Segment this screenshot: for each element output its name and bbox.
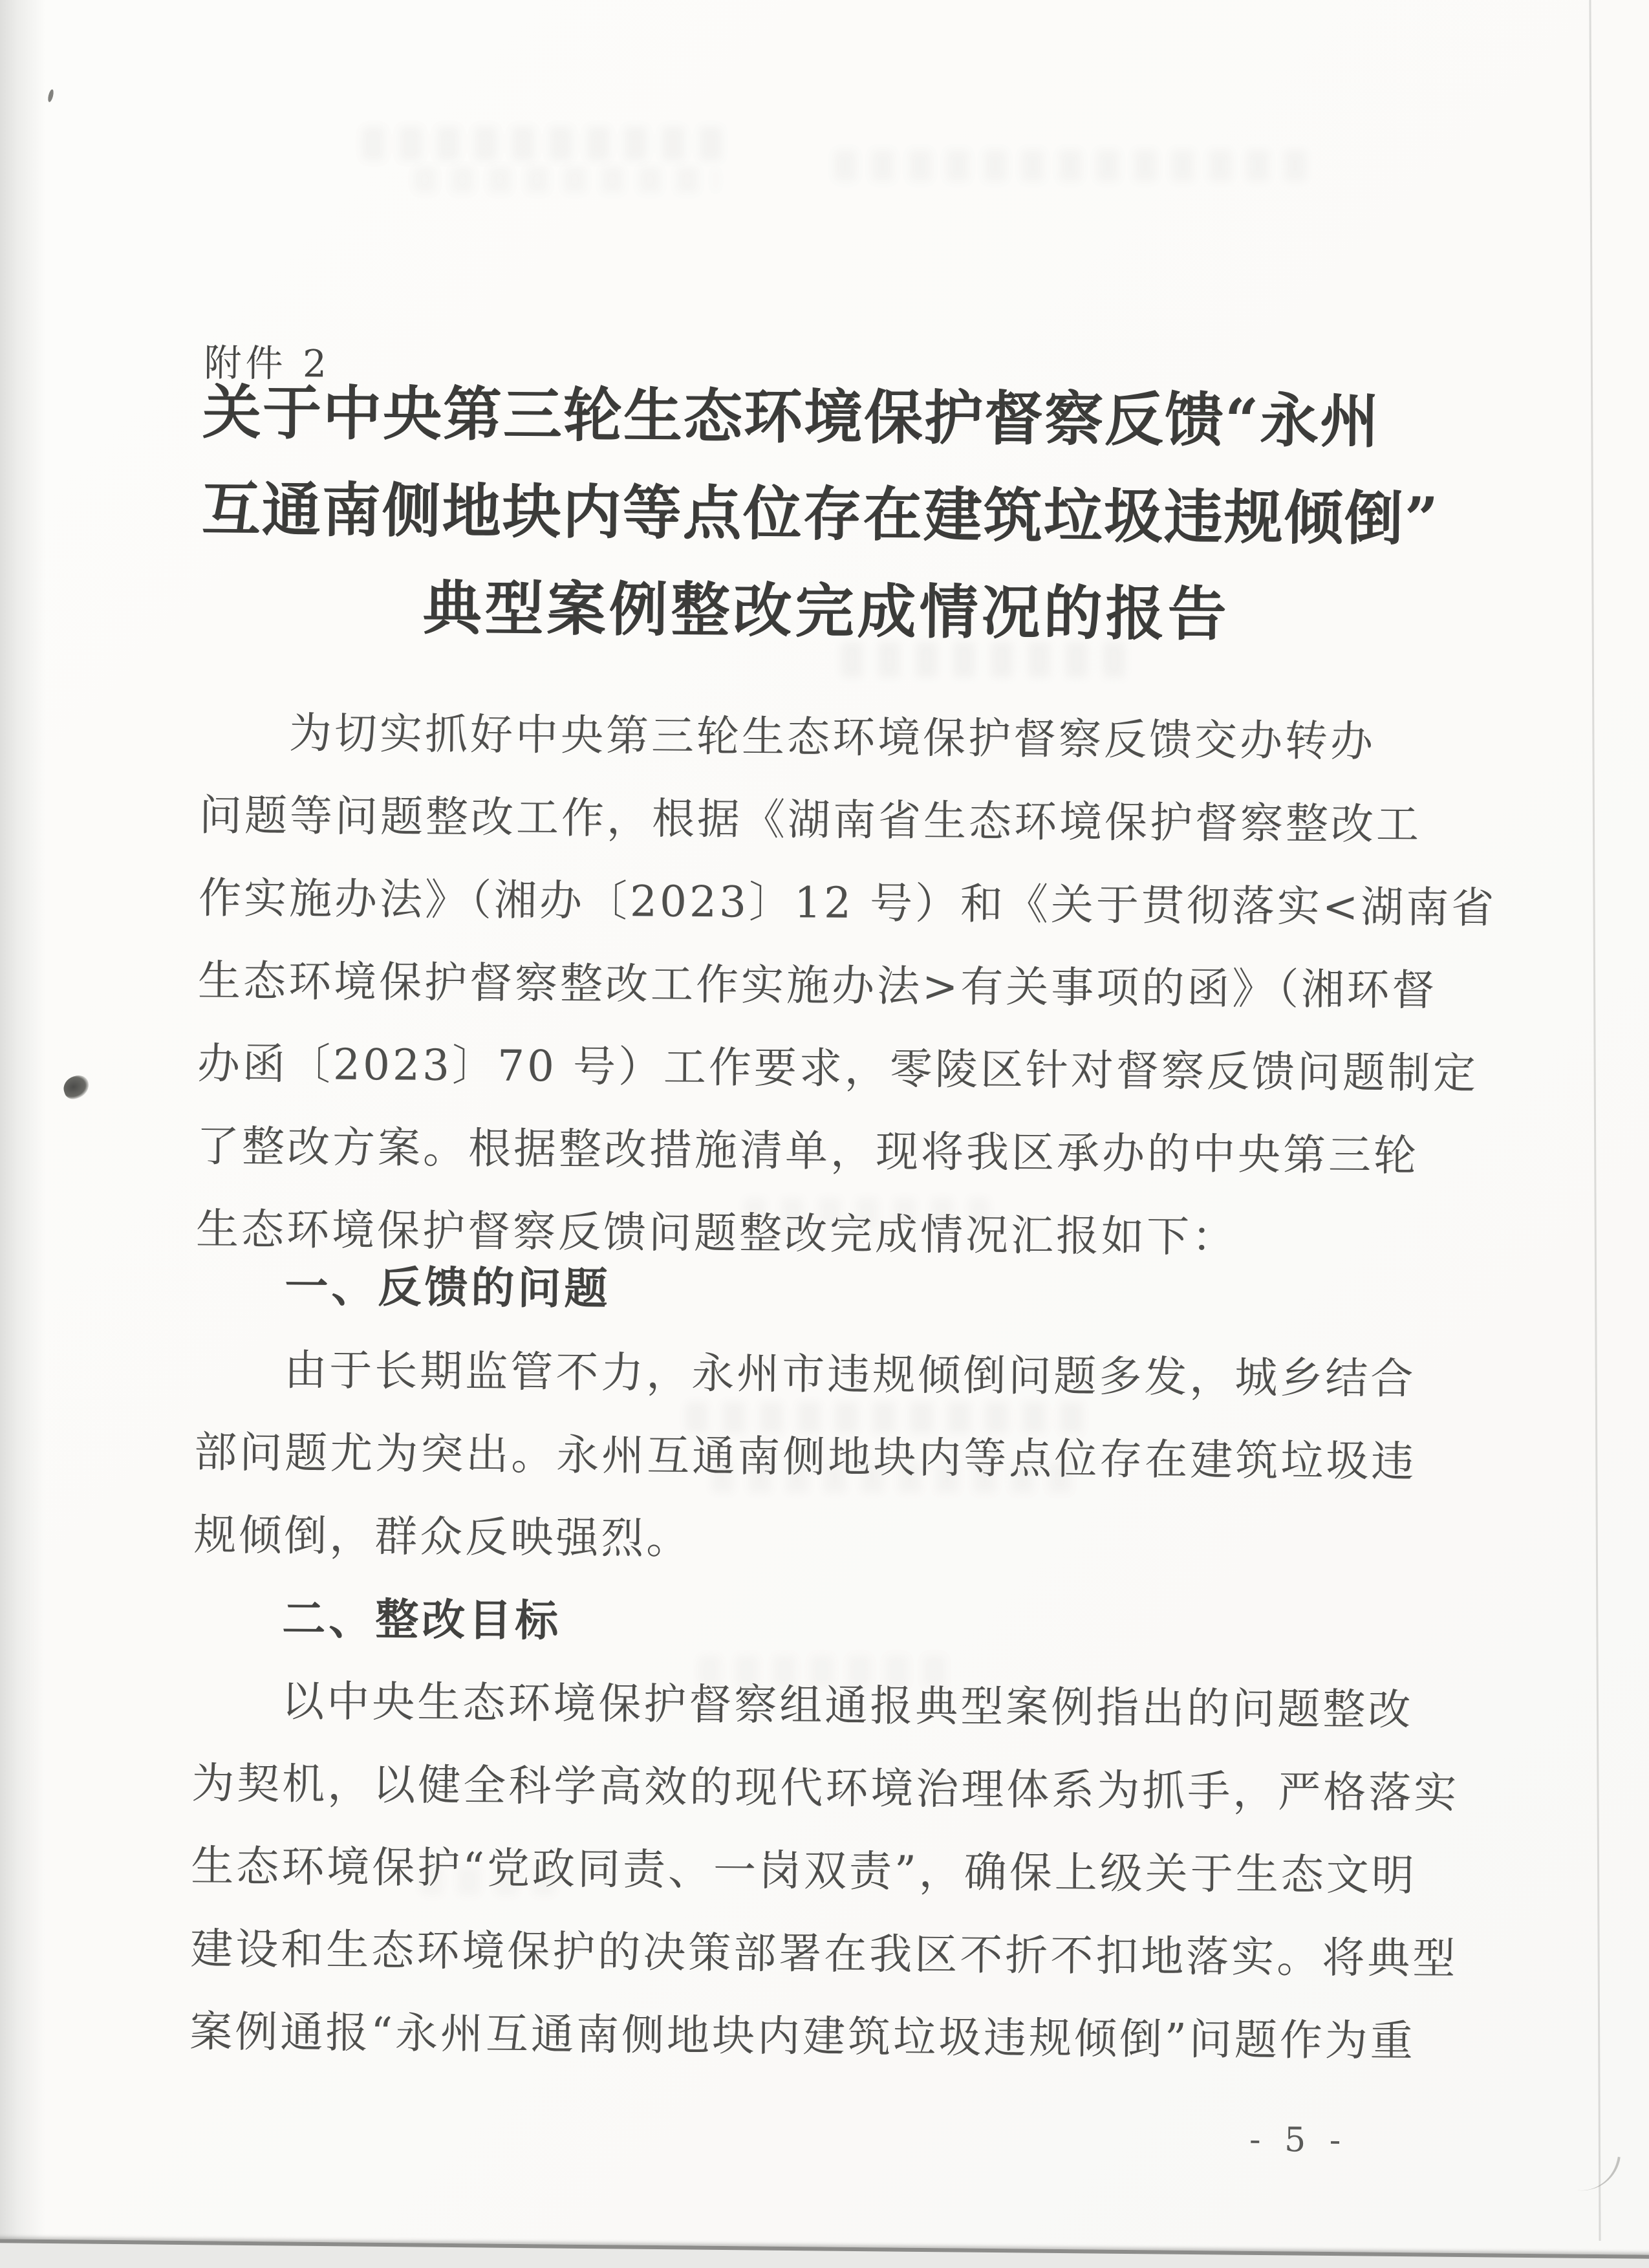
body-line: 生态环境保护督察反馈问题整改完成情况汇报如下： <box>195 1204 1238 1262</box>
body-line: 建设和生态环境保护的决策部署在我区不折不扣地落实。将典型 <box>190 1923 1458 1984</box>
paper-crease-line <box>1589 0 1600 2241</box>
body-line: 为契机，以健全科学高效的现代环境治理体系为抓手，严格落实 <box>191 1758 1460 1819</box>
section-1-heading-block <box>195 1244 1447 1337</box>
body-line: 作实施办法》（湘办〔2023〕12 号）和《关于贯彻落实<湖南省 <box>198 872 1497 933</box>
body-line: 以中央生态环境保护督察组通报典型案例指出的问题整改 <box>281 1676 1414 1735</box>
attachment-label: 附件 2 <box>204 340 331 386</box>
title-line: 关于中央第三轮生态环境保护督察反馈“永州 <box>202 378 1381 457</box>
body-line: 问题等问题整改工作，根据《湖南省生态环境保护督察整改工 <box>199 790 1422 850</box>
section-1-paragraph <box>193 1328 1446 1586</box>
body-line: 规倾倒，群众反映强烈。 <box>193 1509 692 1564</box>
intro-paragraph <box>195 691 1497 1280</box>
page-number: - 5 - <box>1249 2120 1348 2160</box>
body-line: 生态环境保护“党政同责、一岗双责”，确保上级关于生态文明 <box>191 1841 1417 1901</box>
body-line: 办函〔2023〕70 号）工作要求，零陵区针对督察反馈问题制定 <box>197 1038 1479 1099</box>
body-line: 为切实抓好中央第三轮生态环境保护督察反馈交办转办 <box>288 708 1376 767</box>
section-2-heading-block <box>193 1577 1444 1669</box>
body-line: 生态环境保护督察整改工作实施办法>有关事项的函》（湘环督 <box>197 955 1438 1016</box>
document-content <box>188 0 1497 2268</box>
paper-corner-curl <box>1568 2150 1621 2196</box>
title-line: 互通南侧地块内等点位存在建筑垃圾违规倾倒” <box>201 475 1440 554</box>
title-line: 典型案例整改完成情况的报告 <box>422 574 1231 649</box>
section-heading: 一、反馈的问题 <box>285 1261 611 1314</box>
section-2-paragraph <box>189 1659 1460 2083</box>
ink-speck <box>47 89 55 102</box>
scanner-left-edge-shadow <box>0 0 45 2268</box>
section-heading: 二、整改目标 <box>282 1593 562 1647</box>
document-title <box>200 364 1453 665</box>
body-line: 案例通报“永州互通南侧地块内建筑垃圾违规倾倒”问题作为重 <box>189 2006 1416 2066</box>
body-line: 了整改方案。根据整改措施清单，现将我区承办的中央第三轮 <box>196 1121 1419 1181</box>
ink-blot <box>61 1073 92 1102</box>
body-line: 由于长期监管不力，永州市违规倾倒问题多发，城乡结合 <box>284 1345 1416 1404</box>
body-line: 部问题尤为突出。永州互通南侧地块内等点位存在建筑垃圾违 <box>194 1427 1417 1487</box>
